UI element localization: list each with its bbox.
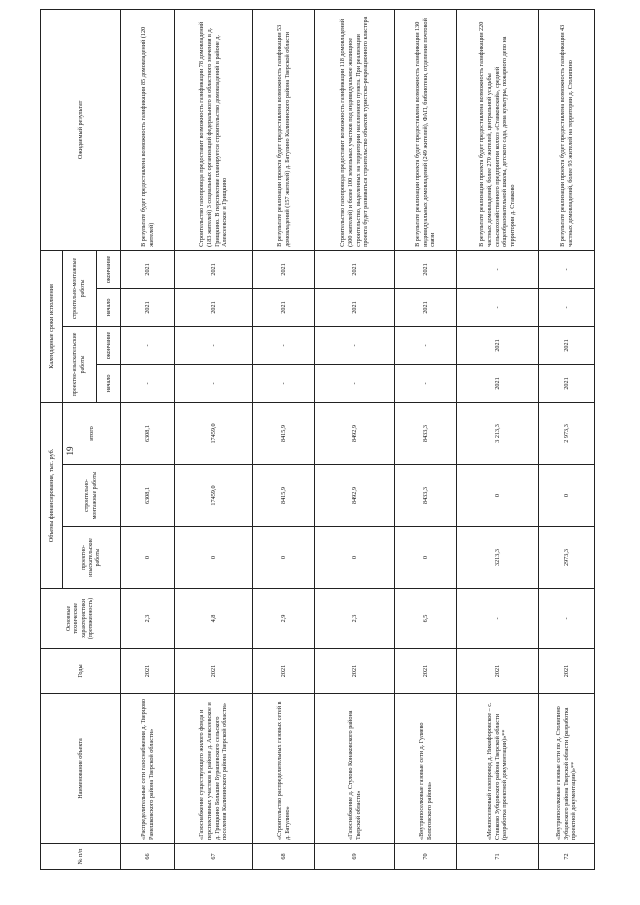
row-num: 70: [395, 844, 457, 870]
header-result: Ожидаемый результат: [41, 9, 121, 250]
row-design-end: 2021: [539, 326, 595, 364]
row-year: 2021: [539, 649, 595, 694]
table-row: [539, 9, 595, 869]
row-design-start: 2021: [457, 364, 539, 402]
table-row: [457, 9, 539, 869]
row-construction-cost: 6308,1: [121, 465, 175, 527]
row-num: 71: [457, 844, 539, 870]
row-design-cost: 0: [315, 527, 395, 589]
row-num: 66: [121, 844, 175, 870]
row-design-start: -: [121, 364, 175, 402]
header-total: итого: [63, 402, 121, 464]
row-spec: -: [539, 589, 595, 649]
row-total: 3 213,3: [457, 402, 539, 464]
row-design-start: 2021: [539, 364, 595, 402]
header-sched-design: проектно-изыскательские работы: [63, 326, 97, 402]
row-construction-start: 2021: [315, 288, 395, 326]
row-construction-end: 2021: [315, 250, 395, 288]
row-total: 8415,9: [253, 402, 315, 464]
row-construction-cost: 17459,0: [175, 465, 253, 527]
row-construction-end: -: [457, 250, 539, 288]
row-design-cost: 0: [253, 527, 315, 589]
row-spec: 2,3: [121, 589, 175, 649]
landscape-table-area: [40, 10, 600, 870]
row-design-cost: 0: [175, 527, 253, 589]
row-year: 2021: [315, 649, 395, 694]
row-design-start: -: [315, 364, 395, 402]
header-design-start: начало: [97, 364, 121, 402]
row-result: В результате реализации проекта будет предоставлена возможность газификации 53 домовладений (157 жителей) д. Батулино Калининского района Тверской области: [253, 9, 315, 250]
row-design-end: 2021: [457, 326, 539, 364]
row-num: 69: [315, 844, 395, 870]
row-design-start: -: [253, 364, 315, 402]
row-year: 2021: [253, 649, 315, 694]
row-total: 8433,3: [395, 402, 457, 464]
header-num: № п/п: [41, 844, 121, 870]
row-result: В результате реализации проекта будет предоставлена возможность газификации 43 частных домовладений, более 93 жителей на территории д. Столипино: [539, 9, 595, 250]
table-row: [253, 9, 315, 869]
row-year: 2021: [457, 649, 539, 694]
row-construction-cost: 8433,3: [395, 465, 457, 527]
row-design-cost: 3213,3: [457, 527, 539, 589]
table-row: [315, 9, 395, 869]
row-construction-end: 2021: [121, 250, 175, 288]
row-name: «Межпоселковый газопровод д. Никифоровское – с. Ставково Зубцовского района Тверской области (разработка проектной документации)»**: [457, 694, 539, 844]
header-design-work: проектно-изыскательские работы: [63, 527, 121, 589]
page-number: 19: [65, 446, 75, 456]
row-design-end: -: [121, 326, 175, 364]
header-name: Наименование объекта: [41, 694, 121, 844]
row-construction-start: -: [539, 288, 595, 326]
header-design-end: окончание: [97, 326, 121, 364]
row-spec: 6,5: [395, 589, 457, 649]
row-design-end: -: [253, 326, 315, 364]
row-spec: 2,3: [315, 589, 395, 649]
row-name: «Газоснабжение д. Стулово Конаковского района Тверской области»: [315, 694, 395, 844]
row-design-start: -: [395, 364, 457, 402]
row-num: 72: [539, 844, 595, 870]
row-spec: -: [457, 589, 539, 649]
row-total: 17459,0: [175, 402, 253, 464]
row-construction-cost: 8415,9: [253, 465, 315, 527]
row-design-end: -: [395, 326, 457, 364]
row-result: Строительство газопровода предоставит возможность газификации 78 домовладений (183 жителей) 3 социальных организаций федерального и областного значения в д. Грищкино. В перспективе планируется строительство домовладений в районе д. Алексеевское и Грищкино: [175, 9, 253, 250]
row-construction-end: -: [539, 250, 595, 288]
row-design-end: -: [315, 326, 395, 364]
row-design-cost: 0: [121, 527, 175, 589]
row-construction-cost: 0: [539, 465, 595, 527]
row-year: 2021: [175, 649, 253, 694]
row-construction-start: 2021: [175, 288, 253, 326]
row-construction-start: 2021: [253, 288, 315, 326]
row-result: В результате реализации проекта будет предоставлена возможность газификации 130 индивидуальных домовладений (249 жителей), ФАП, библиотеки, отделения почтовой связи: [395, 9, 457, 250]
row-year: 2021: [395, 649, 457, 694]
row-design-cost: 2973,3: [539, 527, 595, 589]
row-construction-end: 2021: [395, 250, 457, 288]
row-construction-start: -: [457, 288, 539, 326]
row-result: Строительство газопровода предоставит возможность газификации 118 домовладений (300 жителей) и более 100 земельных участков под индивидуальное жилищное строительство, выделенных на территории населенного пункта. При реализации проекта будет развиваться строительство объектов туристско-рекреационного кластера: [315, 9, 395, 250]
row-design-start: -: [175, 364, 253, 402]
row-total: 8492,9: [315, 402, 395, 464]
row-name: «Внутрипоселковые газовые сети по д. Столипино Зубцовского района Тверской области (разработка проектной документации)»**: [539, 694, 595, 844]
row-name: «Газоснабжение существующего жилого фонда и перспективных участков в районе д. Алексеевское и д. Грищкино Большие Бурашевского сельского поселения Калининского района Тверской области»: [175, 694, 253, 844]
row-num: 68: [253, 844, 315, 870]
row-spec: 4,8: [175, 589, 253, 649]
row-design-cost: 0: [395, 527, 457, 589]
row-name: «Внутрипоселковые газовые сети д. Гуляево Бологовского района»: [395, 694, 457, 844]
gasification-table: [40, 9, 595, 870]
header-funding: Объемы финансирования, тыс. руб.: [41, 402, 63, 588]
header-sched-construction: строительно-монтажные работы: [63, 250, 97, 326]
header-construction-work: строительно-монтажные работы: [63, 465, 121, 527]
row-result: В результате реализации проекта будет предоставлена возможность газификации 220 частных домовладений, более 270 жителей, центральной усадьбы сельскохозяйственного предприятия колхоз «Ставковский», средней общеобразовательной школы, детского сада, дома культуры, пожарного депо на территории д. Ставково: [457, 9, 539, 250]
row-name: «Строительство распределительных газовых сетей в д. Батулино»: [253, 694, 315, 844]
header-schedule: Календарные сроки исполнения: [41, 250, 63, 402]
row-result: В результате будет предоставлена возможность газификации 85 домовладений (120 жителей): [121, 9, 175, 250]
row-year: 2021: [121, 649, 175, 694]
row-construction-end: 2021: [175, 250, 253, 288]
row-design-end: -: [175, 326, 253, 364]
header-years: Годы: [41, 649, 121, 694]
header-construction-start: начало: [97, 288, 121, 326]
row-construction-start: 2021: [395, 288, 457, 326]
row-construction-cost: 0: [457, 465, 539, 527]
row-num: 67: [175, 844, 253, 870]
table-row: [395, 9, 457, 869]
row-total: 6308,1: [121, 402, 175, 464]
row-name: «Распределительные сети газоснабжения д. Тверцово Рамешковского района Тверской области»: [121, 694, 175, 844]
row-construction-start: 2021: [121, 288, 175, 326]
header-specs: Основные технические характеристики (протяженность): [41, 589, 121, 649]
row-spec: 2,9: [253, 589, 315, 649]
row-construction-end: 2021: [253, 250, 315, 288]
table-row: [175, 9, 253, 869]
table-row: [121, 9, 175, 869]
row-total: 2 973,3: [539, 402, 595, 464]
row-construction-cost: 8492,9: [315, 465, 395, 527]
header-construction-end: окончание: [97, 250, 121, 288]
